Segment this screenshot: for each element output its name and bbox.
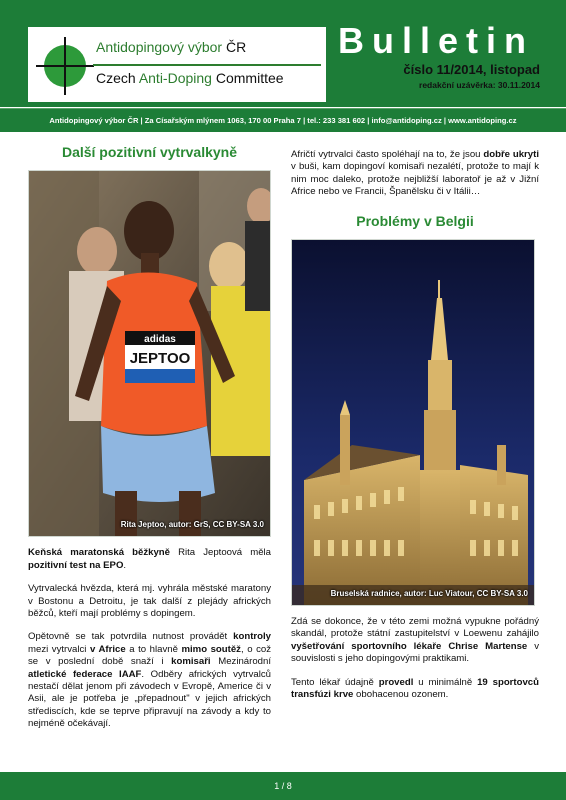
- article-heading-positive-runner: Další pozitivní vytrvalkyně: [61, 144, 238, 160]
- article-continuation-paragraph: Afričtí vytrvalci často spoléhají na to, že jsou dobře ukryti v buši, kam dopingoví komisaři nezalétí, protože to mají k nim moc daleko, protože nejbližší laboratoř je až v Jižní Africe nebo ve Francii, Španělsku či v Itálii…: [291, 149, 539, 198]
- runner-photo: [28, 170, 271, 537]
- town-hall-photo: [291, 239, 535, 606]
- page-footer: [0, 772, 566, 800]
- article-heading-belgium: Problémy v Belgii: [356, 212, 474, 229]
- bib-name: JEPTOO: [129, 350, 191, 368]
- logo-name-english: Czech Anti-Doping Committee: [96, 70, 284, 86]
- town-hall-photo-image: [292, 240, 535, 606]
- article-paragraph: Vytrvalecká hvězda, která mj. vyhrála městské maratony v Bostonu a Detroitu, je tak další z plejády afrických běžců, kteří mají problémy s dopingem.: [28, 583, 271, 620]
- logo-name-czech: Antidopingový výbor ČR: [96, 39, 247, 55]
- logo-divider: [93, 64, 321, 66]
- logo-emblem-icon: [34, 35, 96, 97]
- article-paragraph: Zdá se dokonce, že v této zemi možná vypukne pořádný skandál, protože státní zastupitelství v Loewenu zahájilo vyšetřování sportovního lékaře Chrise Martense v souvislosti s jeho dopingovými praktikami.: [291, 616, 540, 665]
- right-column: [291, 140, 539, 712]
- masthead: [0, 0, 566, 107]
- runner-photo-image: [29, 171, 271, 537]
- editorial-deadline: redakční uzávěrka: 30.11.2014: [419, 80, 540, 90]
- bib-brand: adidas: [144, 334, 176, 346]
- left-column: [28, 140, 271, 742]
- contact-bar[interactable]: Antidopingový výbor ČR | Za Císařským mlýnem 1063, 170 00 Praha 7 | tel.: 233 381 602 | info@antidoping.cz | www.antidoping.cz: [0, 108, 566, 132]
- article-paragraph: Tento lékař údajně provedl u minimálně 19 sportovců transfúzi krve obohacenou ozonem.: [291, 676, 540, 701]
- organization-logo[interactable]: [28, 27, 326, 102]
- article-paragraph: Opětovně se tak potvrdila nutnost provádět kontroly mezi vytrvalci v Africe a to hlavně mimo soutěž, o což se v poslední době snaží i komisaři Mezinárodní atletické federace IAAF. Odběry afrických vytrvalců nestačí dělat jenom při závodech v Evropě, Americe či v Asii, ale je potřeba je „přepadnout" v jejich afrických střediscích, kde se teprve připravují na závody a kdy to nejméně očekávají.: [28, 631, 272, 730]
- page-number: 1 / 8: [274, 781, 292, 791]
- issue-number: číslo 11/2014, listopad: [403, 62, 540, 77]
- newsletter-title: Bulletin: [338, 20, 534, 61]
- town-hall-photo-caption: Bruselská radnice, autor: Luc Viatour, CC BY-SA 3.0: [330, 588, 528, 598]
- article-lead-paragraph: Keňská maratonská běžkyně Rita Jeptoová měla pozitivní test na EPO.: [28, 547, 271, 571]
- runner-photo-caption: Rita Jeptoo, autor: GrS, CC BY-SA 3.0: [120, 520, 264, 529]
